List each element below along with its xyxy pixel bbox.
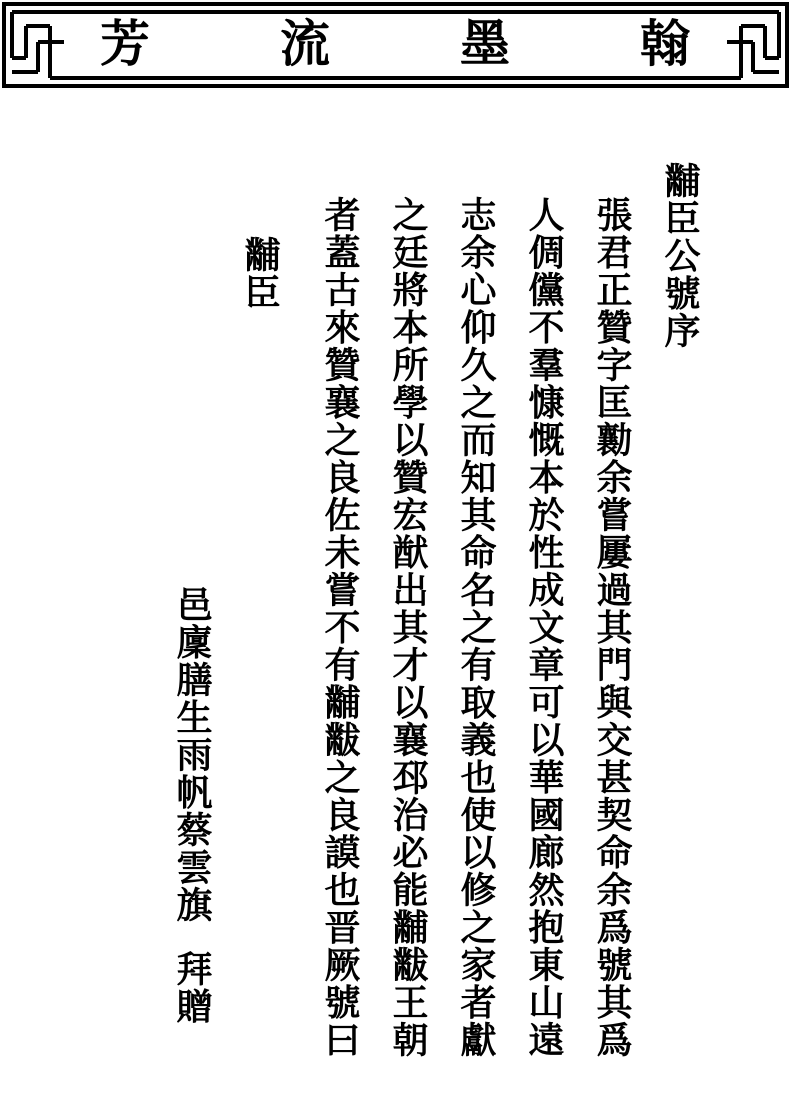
decorative-banner	[2, 2, 789, 88]
text-column-1: 張君正贊字匡勷余嘗屢過其門與交甚契命余爲號其爲	[591, 196, 633, 1059]
text-column-2: 人倜儻不羣慷慨本於性成文章可以華國廊然抱東山遠	[523, 196, 565, 1059]
signature: 邑廩膳生雨帆蔡雲旗	[171, 586, 213, 924]
banner-char-4: 翰	[640, 14, 690, 73]
banner-char-3: 墨	[460, 14, 510, 73]
preface-title: 黼臣公號序	[659, 162, 701, 350]
text-column-5: 者蓋古來贊襄之良佐未嘗不有黼黻之良謨也晋厥號曰	[319, 196, 361, 1059]
right-fret-ornament	[727, 12, 779, 78]
bow-gift: 拜贈	[171, 950, 213, 1025]
text-column-4: 之廷將本所學以贊宏猷出其才以襄邳治必能黼黻王朝	[387, 196, 429, 1059]
banner-char-1: 芳	[100, 14, 150, 73]
left-fret-ornament	[12, 12, 64, 78]
text-column-3: 志余心仰久之而知其命名之有取義也使以修之家者獻	[455, 196, 497, 1059]
closing-title: 黼臣	[239, 236, 281, 311]
banner-char-2: 流	[280, 14, 330, 73]
